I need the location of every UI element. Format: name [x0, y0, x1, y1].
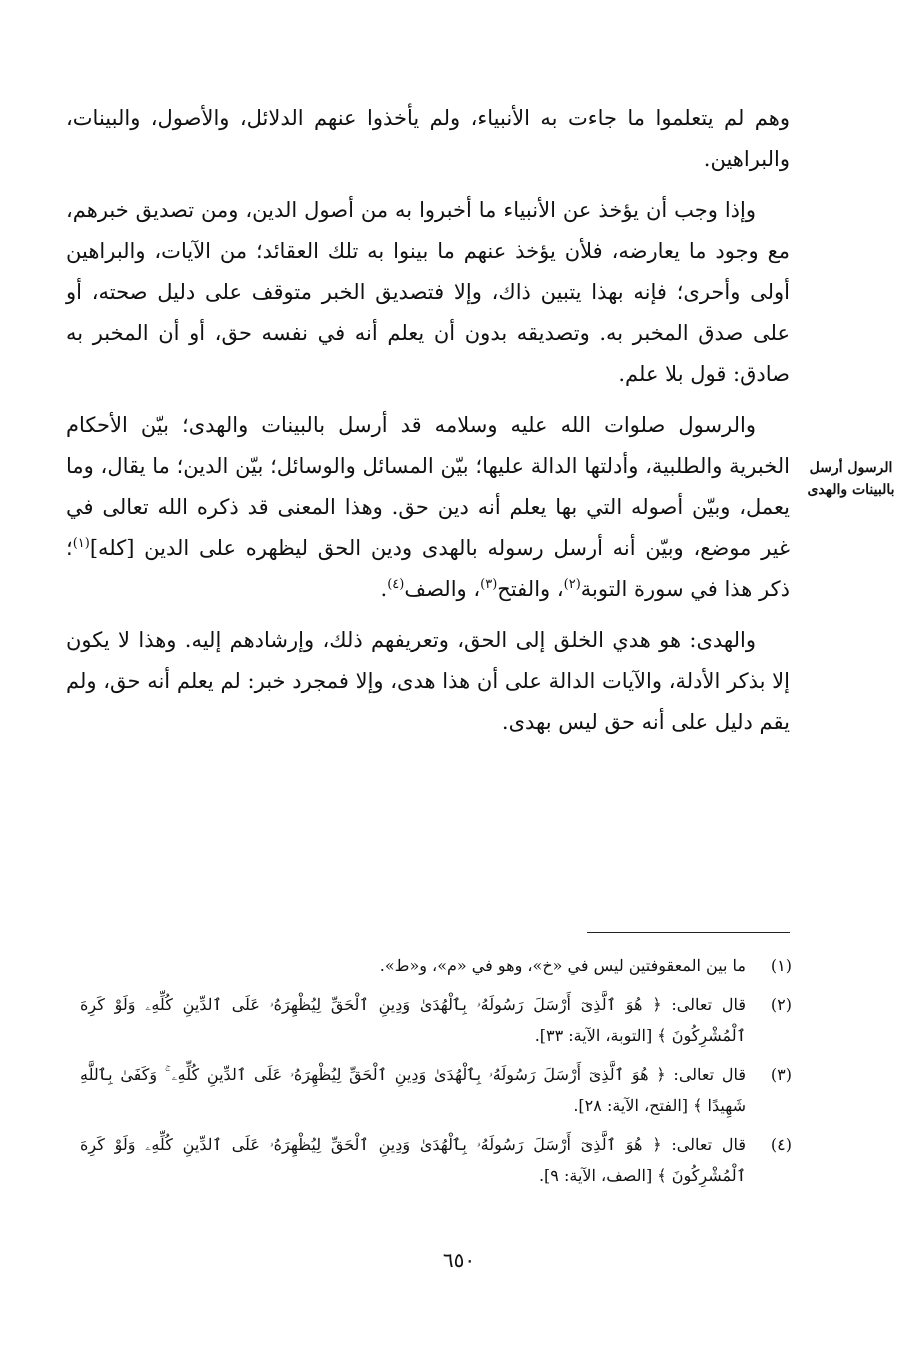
paragraph-3-mid3: ، والصف	[404, 577, 481, 601]
paragraph-3-text: والرسول صلوات الله عليه وسلامه قد أرسل بالبينات والهدى؛ بيّن الأحكام الخبرية والطلبية، وأدلتها الدالة عليها؛ بيّن المسائل والوسائل؛ بيّن الدين؛ ما يقال، وما يعمل، وبيّن أصوله التي بها يعلم أنه دين حق. وهذا المعنى قد ذكره الله تعالى في غير موضع، وبيّن أنه أرسل رسوله بالهدى ودين الحق ليظهره على الدين [كله]	[66, 413, 790, 560]
margin-heading-line-2: بالبينات والهدى	[807, 482, 895, 498]
page-number: ٦٥٠	[442, 1248, 476, 1272]
footnote-ref-3[interactable]: (٣)	[480, 577, 498, 592]
footnote-4	[80, 1129, 792, 1191]
footnote-number: (٢)	[770, 995, 792, 1014]
paragraph-4: والهدى: هو هدي الخلق إلى الحق، وتعريفهم ذلك، وإرشادهم إليه. وهذا لا يكون إلا بذكر الأدلة، والآيات الدالة على أن هذا هدى، وإلا فمجرد خبر: لم يعلم أنه حق، ولم يقم دليل على أنه حق ليس بهدى.	[66, 628, 790, 734]
footnote-number: (٤)	[770, 1135, 792, 1154]
paragraph-1: وهم لم يتعلموا ما جاءت به الأنبياء، ولم يأخذوا عنهم الدلائل، والأصول، والبينات، والبراهين.	[66, 106, 790, 171]
footnote-1	[80, 950, 792, 981]
footnote-text: قال تعالى: ﴿ هُوَ ٱلَّذِىٓ أَرْسَلَ رَسُولَهُۥ بِٱلْهُدَىٰ وَدِينِ ٱلْحَقِّ لِيُظْهِرَهُۥ عَلَى ٱلدِّينِ كُلِّهِۦ ۚ وَكَفَىٰ بِٱللَّهِ شَهِيدًا ﴾ [الفتح، الآية: ٢٨].	[80, 1065, 746, 1115]
paragraph-3-end: .	[380, 577, 388, 601]
footnote-divider	[587, 932, 790, 933]
margin-heading-line-1: الرسول أرسل	[809, 460, 893, 476]
footnote-text: قال تعالى: ﴿ هُوَ ٱلَّذِىٓ أَرْسَلَ رَسُولَهُۥ بِٱلْهُدَىٰ وَدِينِ ٱلْحَقِّ لِيُظْهِرَهُۥ عَلَى ٱلدِّينِ كُلِّهِۦ وَلَوْ كَرِهَ ٱلْمُشْرِكُونَ ﴾ [الصف، الآية: ٩].	[80, 1135, 746, 1185]
paragraph-3-mid2: ، والفتح	[497, 577, 564, 601]
paragraph-3	[66, 405, 790, 610]
footnotes-section	[80, 950, 792, 1199]
footnote-number: (٣)	[770, 1065, 792, 1084]
main-text-body	[66, 98, 790, 753]
footnote-2	[80, 989, 792, 1051]
footnote-number: (١)	[770, 956, 792, 975]
footnote-ref-1[interactable]: (١)	[72, 536, 90, 551]
margin-heading	[798, 457, 904, 501]
footnote-ref-4[interactable]: (٤)	[387, 577, 405, 592]
footnote-ref-2[interactable]: (٢)	[563, 577, 581, 592]
paragraph-2: وإذا وجب أن يؤخذ عن الأنبياء ما أخبروا به من أصول الدين، ومن تصديق خبرهم، مع وجود ما يعارضه، فلأن يؤخذ عنهم ما بينوا به تلك العقائد؛ من الآيات، والبراهين أولى وأحرى؛ فإنه بهذا يتبين ذاك، وإلا فتصديق الخبر متوقف على دليل صحته، أو على صدق المخبر به. وتصديقه بدون أن يعلم أنه في نفسه حق، أو أن المخبر به صادق: قول بلا علم.	[66, 198, 790, 386]
footnote-text: ما بين المعقوفتين ليس في «خ»، وهو في «م»، و«ط».	[379, 956, 746, 975]
paragraph-3-mid: ؛ ذكر هذا في سورة التوبة	[66, 536, 790, 601]
footnote-3	[80, 1059, 792, 1121]
footnote-text: قال تعالى: ﴿ هُوَ ٱلَّذِىٓ أَرْسَلَ رَسُولَهُۥ بِٱلْهُدَىٰ وَدِينِ ٱلْحَقِّ لِيُظْهِرَهُۥ عَلَى ٱلدِّينِ كُلِّهِۦ وَلَوْ كَرِهَ ٱلْمُشْرِكُونَ ﴾ [التوبة، الآية: ٣٣].	[80, 995, 746, 1045]
